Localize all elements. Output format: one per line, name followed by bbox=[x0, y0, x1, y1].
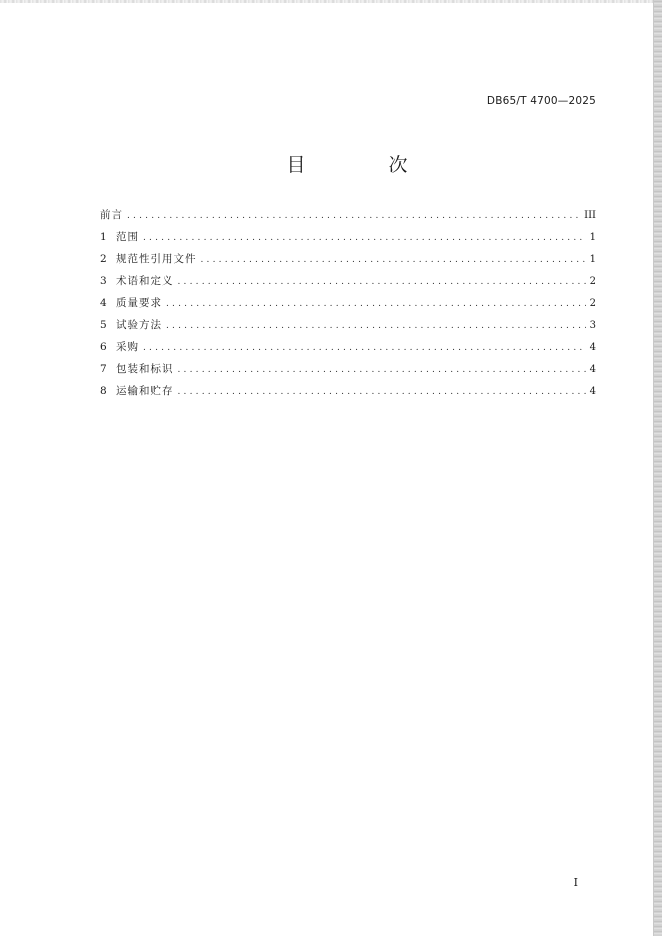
toc-leader-dots bbox=[178, 365, 586, 375]
toc-entry-scope[interactable] bbox=[100, 229, 596, 251]
toc-entry-page: 2 bbox=[589, 298, 596, 309]
toc-entry-test-methods[interactable] bbox=[100, 317, 596, 339]
toc-leader-dots bbox=[178, 277, 586, 287]
toc-entry-number: 1 bbox=[100, 231, 107, 243]
toc-entry-label: 范围 bbox=[116, 231, 139, 243]
toc-entry-procurement[interactable] bbox=[100, 339, 596, 361]
toc-entry-number: 8 bbox=[100, 385, 107, 397]
toc-entry-number: 5 bbox=[100, 319, 107, 331]
toc-entry-label: 前言 bbox=[100, 209, 123, 221]
toc-entry-number: 4 bbox=[100, 297, 107, 309]
toc-entry-page: 4 bbox=[589, 386, 596, 397]
toc-entry-page: 3 bbox=[589, 320, 596, 331]
toc-entry-label: 术语和定义 bbox=[116, 275, 174, 287]
toc-leader-dots bbox=[166, 321, 586, 331]
toc-leader-dots bbox=[178, 387, 586, 397]
toc-entry-label: 采购 bbox=[116, 341, 139, 353]
table-of-contents bbox=[100, 207, 596, 405]
toc-entry-page: III bbox=[584, 210, 596, 221]
toc-entry-number: 6 bbox=[100, 341, 107, 353]
toc-title: 目 次 bbox=[286, 154, 440, 176]
toc-leader-dots bbox=[143, 233, 586, 243]
toc-entry-terms-definitions[interactable] bbox=[100, 273, 596, 295]
toc-entry-number: 7 bbox=[100, 363, 107, 375]
toc-entry-number: 2 bbox=[100, 253, 107, 265]
toc-entry-quality-requirements[interactable] bbox=[100, 295, 596, 317]
toc-entry-label: 运输和贮存 bbox=[116, 385, 174, 397]
toc-leader-dots bbox=[143, 343, 586, 353]
toc-leader-dots bbox=[201, 255, 586, 265]
toc-entry-page: 2 bbox=[589, 276, 596, 287]
toc-entry-label: 试验方法 bbox=[116, 319, 162, 331]
scan-edge-right bbox=[654, 0, 662, 936]
standard-code: DB65/T 4700—2025 bbox=[486, 95, 596, 107]
toc-entry-normative-references[interactable] bbox=[100, 251, 596, 273]
toc-entry-page: 1 bbox=[589, 254, 596, 265]
toc-entry-transport-storage[interactable] bbox=[100, 383, 596, 405]
toc-entry-packaging-marking[interactable] bbox=[100, 361, 596, 383]
toc-entry-label: 包装和标识 bbox=[116, 363, 174, 375]
toc-leader-dots bbox=[127, 211, 580, 221]
toc-entry-label: 规范性引用文件 bbox=[116, 253, 197, 265]
toc-entry-foreword[interactable] bbox=[100, 207, 596, 229]
toc-entry-label: 质量要求 bbox=[116, 297, 162, 309]
scan-edge-top bbox=[0, 0, 654, 3]
page-number: I bbox=[573, 876, 578, 889]
toc-leader-dots bbox=[166, 299, 586, 309]
toc-entry-page: 1 bbox=[589, 232, 596, 243]
toc-entry-number: 3 bbox=[100, 275, 107, 287]
toc-entry-page: 4 bbox=[589, 364, 596, 375]
toc-entry-page: 4 bbox=[589, 342, 596, 353]
